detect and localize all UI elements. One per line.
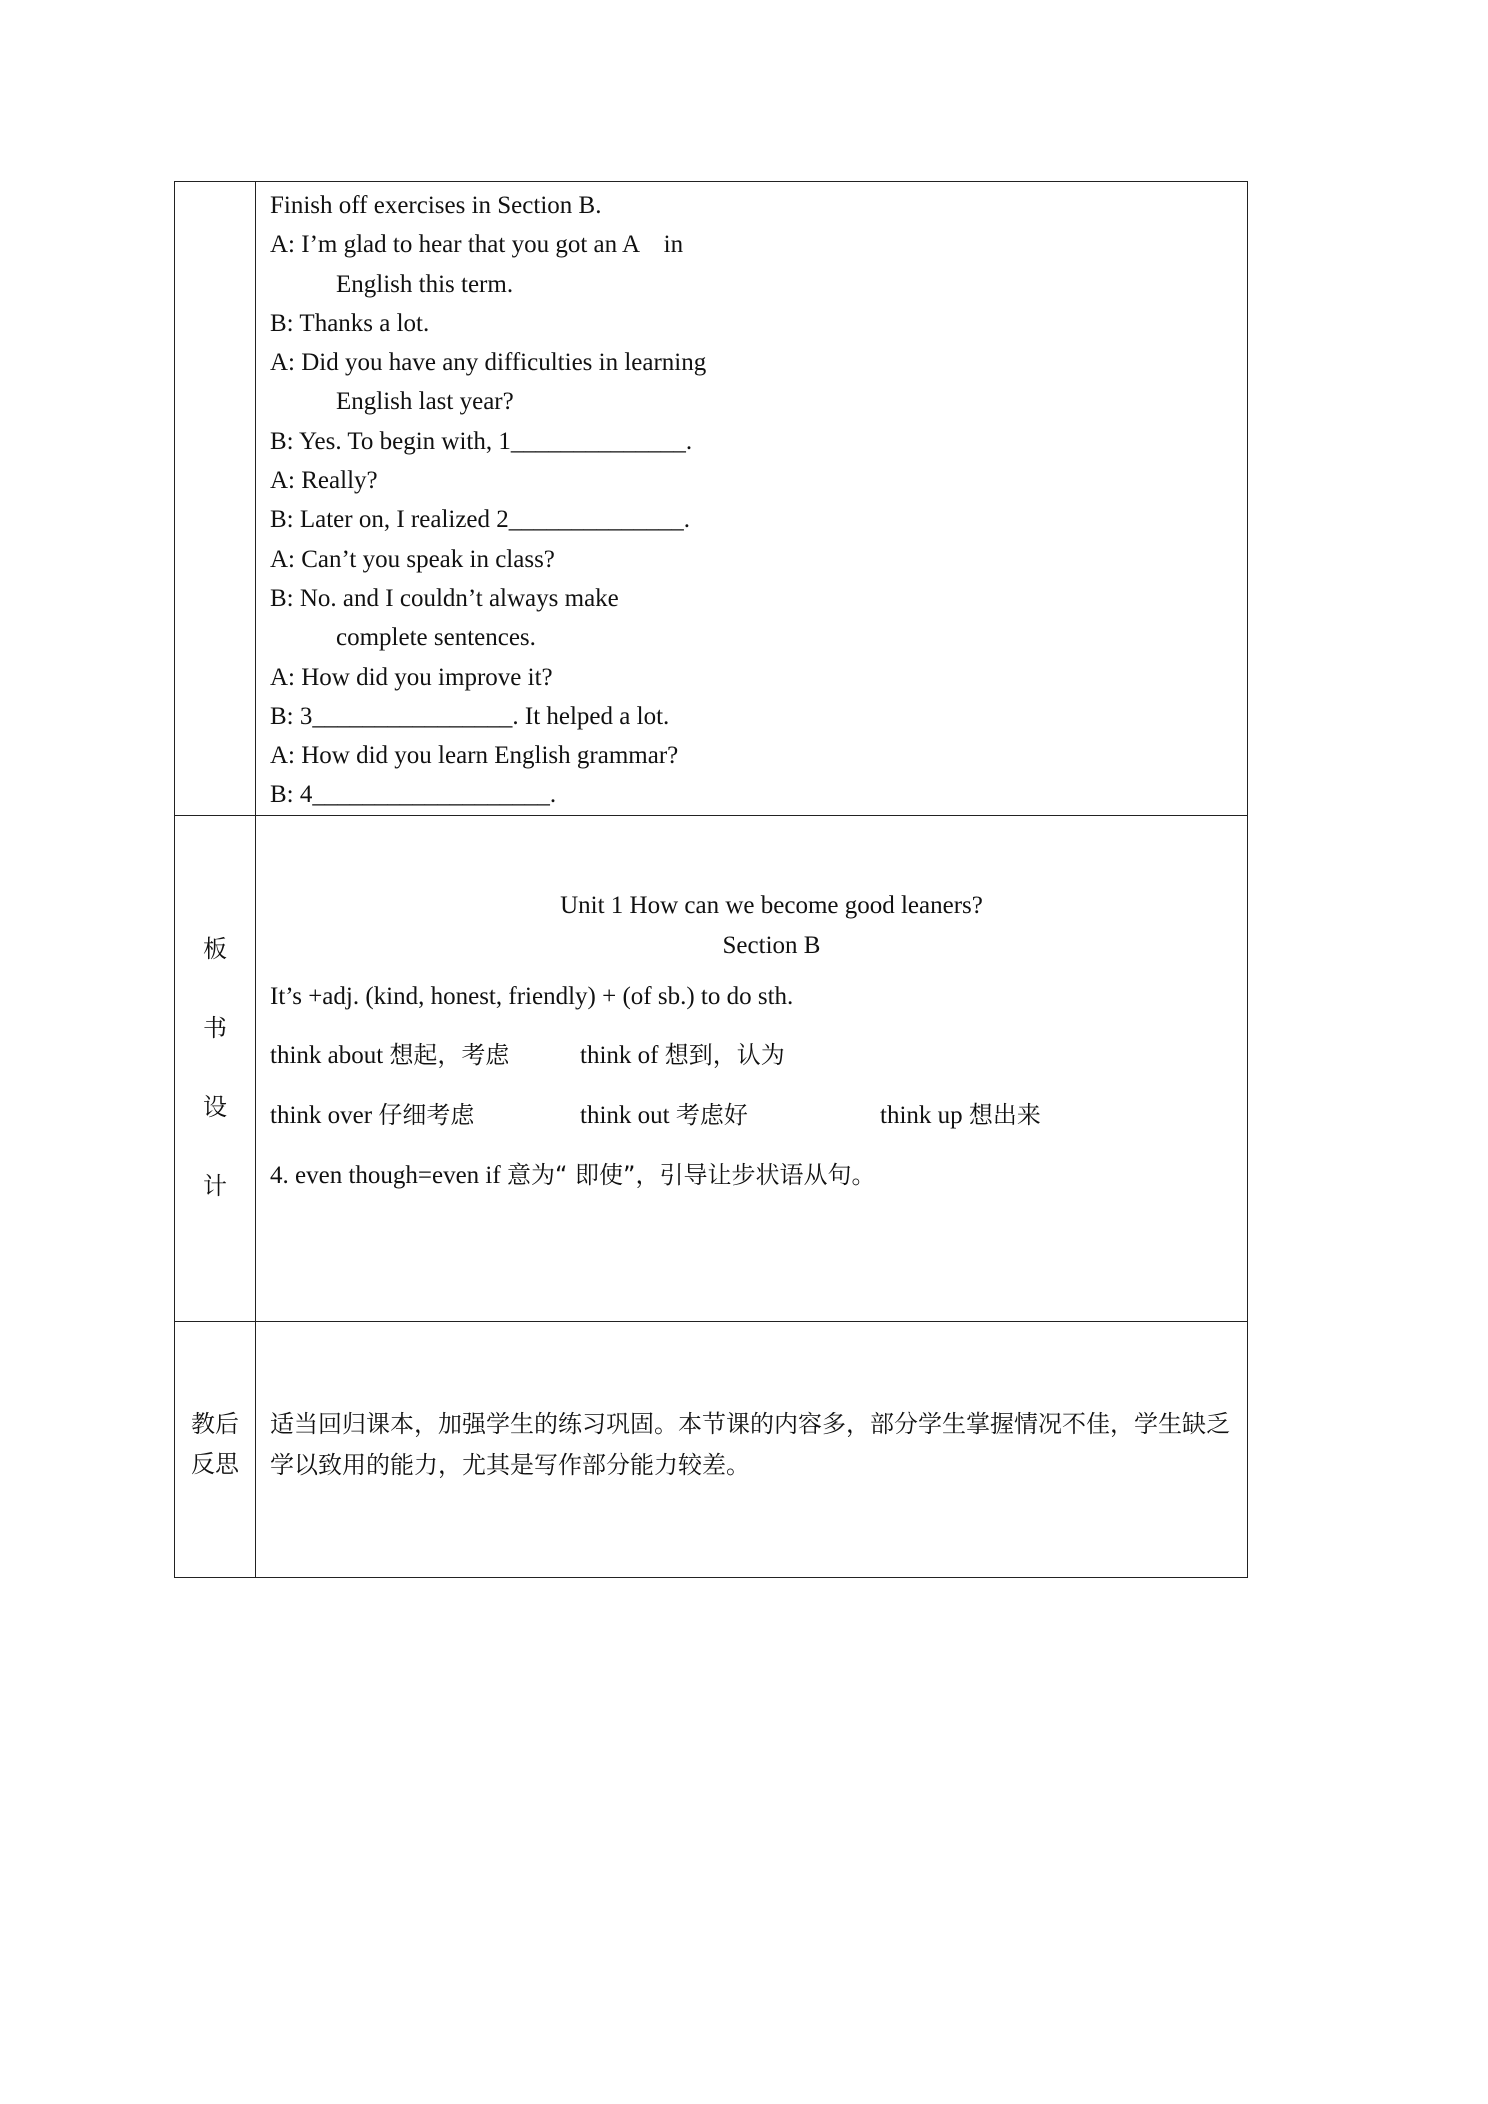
board-design-row — [175, 815, 1248, 1321]
grammar-pattern-line: It’s +adj. (kind, honest, friendly) + (of sb.) to do sth. — [270, 982, 794, 1010]
exercise-line: Finish off exercises in Section B. — [270, 192, 602, 219]
phrase-en: think out — [580, 1101, 676, 1129]
exercise-line: English last year? — [336, 388, 514, 416]
phrase-think-over — [270, 1095, 580, 1136]
board-design-label-cell — [175, 815, 256, 1321]
board-title: Unit 1 How can we become good leaners? — [560, 891, 983, 919]
even-though-en: 4. even though=even if — [270, 1161, 507, 1189]
reflection-label — [175, 1322, 255, 1484]
phrase-think-out — [580, 1095, 880, 1136]
exercise-line: B: 4___________________. — [270, 781, 557, 809]
exercise-line: B: 3________________. It helped a lot. — [270, 702, 670, 730]
exercise-line: A: I’m glad to hear that you got an A in — [270, 231, 684, 259]
think-phrases-line-1 — [256, 1035, 1247, 1076]
phrase-cn: 想到，认为 — [664, 1040, 785, 1069]
reflection-label-line: 教后 — [191, 1409, 239, 1438]
board-design-content-cell — [256, 815, 1248, 1321]
exercises-label-cell — [175, 182, 256, 816]
phrase-en: think over — [270, 1101, 379, 1129]
exercise-line: B: Yes. To begin with, 1______________. — [270, 427, 693, 455]
exercise-line: A: Did you have any difficulties in learning — [270, 349, 707, 377]
reflection-label-cell — [175, 1321, 256, 1577]
phrase-cn: 想出来 — [968, 1100, 1041, 1129]
board-label-char: 板 — [203, 934, 227, 963]
even-though-line — [256, 1155, 1247, 1196]
reflection-text: 适当回归课本，加强学生的练习巩固。本节课的内容多，部分学生掌握情况不佳，学生缺乏学以致用的能力，尤其是写作部分能力较差。 — [270, 1409, 1230, 1479]
board-label-char: 书 — [203, 1013, 227, 1042]
phrase-cn: 仔细考虑 — [378, 1100, 475, 1129]
exercise-line: A: How did you improve it? — [270, 663, 553, 691]
reflection-label-line: 反思 — [191, 1449, 239, 1478]
phrase-think-of — [580, 1035, 866, 1076]
board-design-label — [175, 816, 255, 1250]
phrase-en: think up — [880, 1101, 969, 1129]
phrase-cn: 考虑好 — [675, 1100, 748, 1129]
exercise-line: A: How did you learn English grammar? — [270, 742, 679, 770]
exercise-dialogue — [256, 182, 1247, 815]
exercise-line: A: Can’t you speak in class? — [270, 545, 555, 573]
think-phrases-line-2 — [256, 1095, 1247, 1136]
exercise-line: complete sentences. — [336, 624, 536, 652]
reflection-row — [175, 1321, 1248, 1577]
phrase-think-up — [880, 1095, 1180, 1136]
phrase-en: think of — [580, 1041, 665, 1069]
phrase-cn: 想起，考虑 — [389, 1040, 510, 1069]
phrase-en: think about — [270, 1041, 390, 1069]
exercises-content-cell — [256, 182, 1248, 816]
even-though-cn: 意为“ 即使”，引导让步状语从句。 — [506, 1160, 876, 1189]
lesson-plan-table — [174, 181, 1248, 1578]
board-design-content — [256, 816, 1247, 1196]
exercise-line: A: Really? — [270, 467, 378, 495]
board-label-char: 设 — [203, 1092, 227, 1121]
exercises-row — [175, 182, 1248, 816]
exercise-line: B: Later on, I realized 2______________. — [270, 506, 691, 534]
exercise-line: English this term. — [336, 270, 514, 298]
reflection-content-cell — [256, 1321, 1248, 1577]
board-subtitle: Section B — [722, 931, 821, 959]
phrase-think-about — [270, 1035, 580, 1076]
exercise-line: B: Thanks a lot. — [270, 309, 430, 337]
board-label-char: 计 — [203, 1171, 227, 1200]
exercise-line: B: No. and I couldn’t always make — [270, 584, 619, 612]
